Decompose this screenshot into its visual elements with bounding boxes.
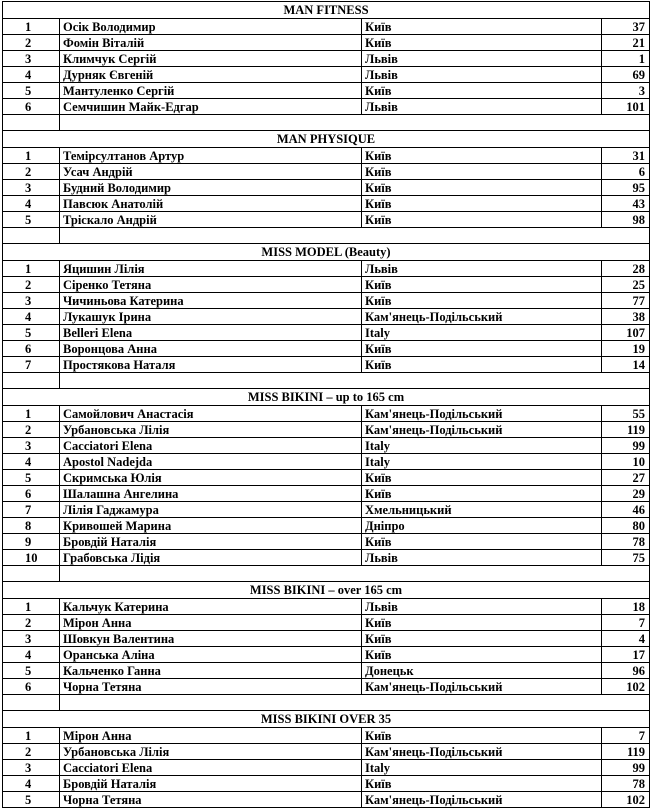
rank-cell: 6 bbox=[3, 486, 60, 502]
table-row bbox=[3, 212, 650, 228]
empty-cell bbox=[3, 373, 60, 389]
city-cell: Italy bbox=[362, 760, 602, 776]
number-cell: 55 bbox=[602, 406, 650, 422]
number-cell: 69 bbox=[602, 67, 650, 83]
city-cell: Львiв bbox=[362, 261, 602, 277]
spacer-row bbox=[3, 695, 650, 711]
rank-cell: 3 bbox=[3, 631, 60, 647]
table-row bbox=[3, 550, 650, 566]
city-cell: Кам'янець-Подiльський bbox=[362, 309, 602, 325]
section-title: MISS BIKINI OVER 35 bbox=[3, 711, 650, 728]
rank-cell: 4 bbox=[3, 67, 60, 83]
table-row bbox=[3, 615, 650, 631]
city-cell: Київ bbox=[362, 277, 602, 293]
section-header-row bbox=[3, 244, 650, 261]
name-cell: Лiлiя Гаджамура bbox=[60, 502, 362, 518]
table-row bbox=[3, 277, 650, 293]
city-cell: Львiв bbox=[362, 67, 602, 83]
name-cell: Лукашук Iрина bbox=[60, 309, 362, 325]
empty-cell bbox=[60, 115, 650, 131]
table-row bbox=[3, 325, 650, 341]
name-cell: Грабовська Лiдiя bbox=[60, 550, 362, 566]
city-cell: Львiв bbox=[362, 51, 602, 67]
name-cell: Бровдiй Наталiя bbox=[60, 776, 362, 792]
name-cell: Скримська Юлiя bbox=[60, 470, 362, 486]
empty-cell bbox=[3, 566, 60, 582]
rank-cell: 7 bbox=[3, 357, 60, 373]
table-row bbox=[3, 631, 650, 647]
city-cell: Львiв bbox=[362, 599, 602, 615]
rank-cell: 6 bbox=[3, 99, 60, 115]
number-cell: 25 bbox=[602, 277, 650, 293]
number-cell: 95 bbox=[602, 180, 650, 196]
rank-cell: 1 bbox=[3, 261, 60, 277]
table-row bbox=[3, 502, 650, 518]
name-cell: Воронцова Анна bbox=[60, 341, 362, 357]
section-title: MAN FITNESS bbox=[3, 2, 650, 19]
number-cell: 7 bbox=[602, 728, 650, 744]
number-cell: 96 bbox=[602, 663, 650, 679]
table-row bbox=[3, 679, 650, 695]
name-cell: Сiренко Тетяна bbox=[60, 277, 362, 293]
number-cell: 38 bbox=[602, 309, 650, 325]
rank-cell: 10 bbox=[3, 550, 60, 566]
city-cell: Київ bbox=[362, 647, 602, 663]
rank-cell: 5 bbox=[3, 325, 60, 341]
rank-cell: 2 bbox=[3, 422, 60, 438]
number-cell: 77 bbox=[602, 293, 650, 309]
rank-cell: 3 bbox=[3, 438, 60, 454]
name-cell: Belleri Elena bbox=[60, 325, 362, 341]
city-cell: Кам'янець-Подiльський bbox=[362, 422, 602, 438]
spacer-row bbox=[3, 115, 650, 131]
city-cell: Київ bbox=[362, 35, 602, 51]
city-cell: Київ bbox=[362, 357, 602, 373]
city-cell: Київ bbox=[362, 148, 602, 164]
city-cell: Київ bbox=[362, 534, 602, 550]
rank-cell: 5 bbox=[3, 792, 60, 808]
table-row bbox=[3, 599, 650, 615]
table-row bbox=[3, 663, 650, 679]
name-cell: Самойлович Анастасiя bbox=[60, 406, 362, 422]
name-cell: Простякова Наталя bbox=[60, 357, 362, 373]
name-cell: Усач Андрiй bbox=[60, 164, 362, 180]
name-cell: Урбановська Лiлiя bbox=[60, 422, 362, 438]
number-cell: 6 bbox=[602, 164, 650, 180]
rank-cell: 4 bbox=[3, 776, 60, 792]
number-cell: 14 bbox=[602, 357, 650, 373]
spacer-row bbox=[3, 228, 650, 244]
name-cell: Оранська Алiна bbox=[60, 647, 362, 663]
rank-cell: 1 bbox=[3, 599, 60, 615]
number-cell: 10 bbox=[602, 454, 650, 470]
name-cell: Трiскало Андрiй bbox=[60, 212, 362, 228]
table-row bbox=[3, 744, 650, 760]
table-row bbox=[3, 776, 650, 792]
city-cell: Донецьк bbox=[362, 663, 602, 679]
number-cell: 7 bbox=[602, 615, 650, 631]
number-cell: 21 bbox=[602, 35, 650, 51]
rank-cell: 3 bbox=[3, 293, 60, 309]
city-cell: Київ bbox=[362, 164, 602, 180]
table-row bbox=[3, 454, 650, 470]
number-cell: 80 bbox=[602, 518, 650, 534]
rank-cell: 1 bbox=[3, 19, 60, 35]
results-table-body bbox=[3, 2, 650, 808]
rank-cell: 5 bbox=[3, 663, 60, 679]
city-cell: Львiв bbox=[362, 550, 602, 566]
name-cell: Урбановська Лiлiя bbox=[60, 744, 362, 760]
number-cell: 43 bbox=[602, 196, 650, 212]
number-cell: 27 bbox=[602, 470, 650, 486]
city-cell: Днiпро bbox=[362, 518, 602, 534]
name-cell: Cacciatori Elena bbox=[60, 438, 362, 454]
rank-cell: 8 bbox=[3, 518, 60, 534]
number-cell: 119 bbox=[602, 422, 650, 438]
city-cell: Кам'янець-Подiльський bbox=[362, 792, 602, 808]
name-cell: Павсюк Анатолiй bbox=[60, 196, 362, 212]
table-row bbox=[3, 438, 650, 454]
rank-cell: 3 bbox=[3, 51, 60, 67]
table-row bbox=[3, 67, 650, 83]
name-cell: Климчук Сергiй bbox=[60, 51, 362, 67]
results-table bbox=[2, 1, 650, 808]
table-row bbox=[3, 309, 650, 325]
city-cell: Київ bbox=[362, 19, 602, 35]
number-cell: 78 bbox=[602, 776, 650, 792]
number-cell: 119 bbox=[602, 744, 650, 760]
name-cell: Чичиньова Катерина bbox=[60, 293, 362, 309]
section-header-row bbox=[3, 711, 650, 728]
table-row bbox=[3, 518, 650, 534]
rank-cell: 1 bbox=[3, 406, 60, 422]
number-cell: 37 bbox=[602, 19, 650, 35]
name-cell: Шовкун Валентина bbox=[60, 631, 362, 647]
name-cell: Дурняк Євгенiй bbox=[60, 67, 362, 83]
number-cell: 98 bbox=[602, 212, 650, 228]
table-row bbox=[3, 19, 650, 35]
table-row bbox=[3, 341, 650, 357]
rank-cell: 6 bbox=[3, 341, 60, 357]
city-cell: Київ bbox=[362, 470, 602, 486]
table-row bbox=[3, 470, 650, 486]
empty-cell bbox=[3, 695, 60, 711]
city-cell: Київ bbox=[362, 486, 602, 502]
city-cell: Кам'янець-Подiльський bbox=[362, 744, 602, 760]
city-cell: Кам'янець-Подiльський bbox=[362, 679, 602, 695]
rank-cell: 2 bbox=[3, 164, 60, 180]
number-cell: 99 bbox=[602, 760, 650, 776]
city-cell: Italy bbox=[362, 454, 602, 470]
name-cell: Яцишин Лiлiя bbox=[60, 261, 362, 277]
empty-cell bbox=[60, 695, 650, 711]
name-cell: Чорна Тетяна bbox=[60, 792, 362, 808]
name-cell: Apostol Nadejda bbox=[60, 454, 362, 470]
rank-cell: 4 bbox=[3, 454, 60, 470]
table-row bbox=[3, 760, 650, 776]
table-row bbox=[3, 792, 650, 808]
table-row bbox=[3, 196, 650, 212]
table-row bbox=[3, 534, 650, 550]
city-cell: Київ bbox=[362, 631, 602, 647]
name-cell: Фомiн Вiталiй bbox=[60, 35, 362, 51]
rank-cell: 4 bbox=[3, 196, 60, 212]
city-cell: Київ bbox=[362, 615, 602, 631]
empty-cell bbox=[3, 115, 60, 131]
name-cell: Cacciatori Elena bbox=[60, 760, 362, 776]
table-row bbox=[3, 164, 650, 180]
spacer-row bbox=[3, 566, 650, 582]
section-title: MAN PHYSIQUE bbox=[3, 131, 650, 148]
number-cell: 29 bbox=[602, 486, 650, 502]
number-cell: 107 bbox=[602, 325, 650, 341]
section-title: MISS BIKINI – up to 165 cm bbox=[3, 389, 650, 406]
city-cell: Львiв bbox=[362, 99, 602, 115]
rank-cell: 1 bbox=[3, 728, 60, 744]
table-row bbox=[3, 148, 650, 164]
rank-cell: 5 bbox=[3, 212, 60, 228]
name-cell: Темiрсултанов Артур bbox=[60, 148, 362, 164]
table-row bbox=[3, 647, 650, 663]
city-cell: Київ bbox=[362, 212, 602, 228]
number-cell: 101 bbox=[602, 99, 650, 115]
rank-cell: 3 bbox=[3, 760, 60, 776]
table-row bbox=[3, 83, 650, 99]
rank-cell: 7 bbox=[3, 502, 60, 518]
name-cell: Бровдiй Наталiя bbox=[60, 534, 362, 550]
city-cell: Київ bbox=[362, 341, 602, 357]
name-cell: Будний Володимир bbox=[60, 180, 362, 196]
city-cell: Київ bbox=[362, 196, 602, 212]
number-cell: 18 bbox=[602, 599, 650, 615]
number-cell: 31 bbox=[602, 148, 650, 164]
spacer-row bbox=[3, 373, 650, 389]
name-cell: Осiк Володимир bbox=[60, 19, 362, 35]
rank-cell: 4 bbox=[3, 309, 60, 325]
table-row bbox=[3, 35, 650, 51]
number-cell: 1 bbox=[602, 51, 650, 67]
rank-cell: 4 bbox=[3, 647, 60, 663]
city-cell: Italy bbox=[362, 438, 602, 454]
number-cell: 17 bbox=[602, 647, 650, 663]
rank-cell: 6 bbox=[3, 679, 60, 695]
rank-cell: 2 bbox=[3, 277, 60, 293]
city-cell: Київ bbox=[362, 293, 602, 309]
rank-cell: 9 bbox=[3, 534, 60, 550]
rank-cell: 1 bbox=[3, 148, 60, 164]
name-cell: Шалашна Ангелина bbox=[60, 486, 362, 502]
number-cell: 102 bbox=[602, 679, 650, 695]
number-cell: 102 bbox=[602, 792, 650, 808]
section-header-row bbox=[3, 2, 650, 19]
city-cell: Київ bbox=[362, 776, 602, 792]
number-cell: 75 bbox=[602, 550, 650, 566]
section-header-row bbox=[3, 131, 650, 148]
empty-cell bbox=[60, 373, 650, 389]
section-header-row bbox=[3, 582, 650, 599]
name-cell: Кальченко Ганна bbox=[60, 663, 362, 679]
city-cell: Київ bbox=[362, 83, 602, 99]
number-cell: 3 bbox=[602, 83, 650, 99]
rank-cell: 3 bbox=[3, 180, 60, 196]
table-row bbox=[3, 422, 650, 438]
table-row bbox=[3, 99, 650, 115]
rank-cell: 2 bbox=[3, 35, 60, 51]
number-cell: 99 bbox=[602, 438, 650, 454]
city-cell: Київ bbox=[362, 728, 602, 744]
name-cell: Семчишин Майк-Едгар bbox=[60, 99, 362, 115]
section-header-row bbox=[3, 389, 650, 406]
city-cell: Кам'янець-Подiльський bbox=[362, 406, 602, 422]
name-cell: Кривошей Марина bbox=[60, 518, 362, 534]
number-cell: 4 bbox=[602, 631, 650, 647]
name-cell: Мiрон Анна bbox=[60, 728, 362, 744]
rank-cell: 5 bbox=[3, 470, 60, 486]
name-cell: Чорна Тетяна bbox=[60, 679, 362, 695]
table-row bbox=[3, 51, 650, 67]
section-title: MISS BIKINI – over 165 cm bbox=[3, 582, 650, 599]
city-cell: Italy bbox=[362, 325, 602, 341]
name-cell: Кальчук Катерина bbox=[60, 599, 362, 615]
table-row bbox=[3, 357, 650, 373]
number-cell: 19 bbox=[602, 341, 650, 357]
city-cell: Хмельницький bbox=[362, 502, 602, 518]
table-row bbox=[3, 261, 650, 277]
rank-cell: 2 bbox=[3, 615, 60, 631]
table-row bbox=[3, 728, 650, 744]
section-title: MISS MODEL (Beauty) bbox=[3, 244, 650, 261]
city-cell: Київ bbox=[362, 180, 602, 196]
empty-cell bbox=[60, 566, 650, 582]
number-cell: 78 bbox=[602, 534, 650, 550]
number-cell: 28 bbox=[602, 261, 650, 277]
table-row bbox=[3, 293, 650, 309]
rank-cell: 2 bbox=[3, 744, 60, 760]
name-cell: Мiрон Анна bbox=[60, 615, 362, 631]
empty-cell bbox=[3, 228, 60, 244]
name-cell: Мантуленко Сергiй bbox=[60, 83, 362, 99]
rank-cell: 5 bbox=[3, 83, 60, 99]
table-row bbox=[3, 486, 650, 502]
number-cell: 46 bbox=[602, 502, 650, 518]
table-row bbox=[3, 180, 650, 196]
table-row bbox=[3, 406, 650, 422]
empty-cell bbox=[60, 228, 650, 244]
